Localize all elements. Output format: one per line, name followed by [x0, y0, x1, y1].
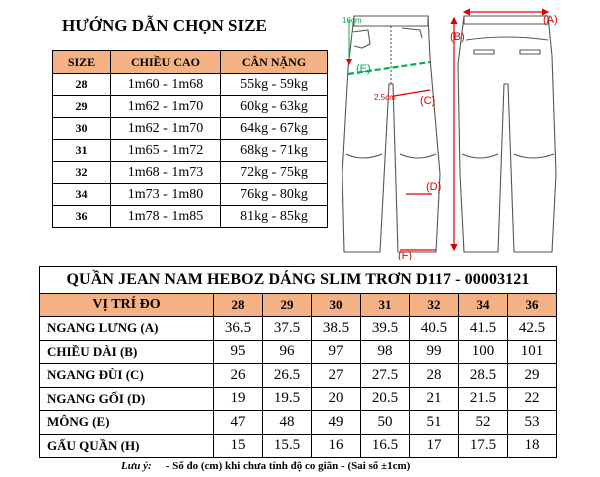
measurement-value: 48 [263, 411, 312, 435]
measurement-value: 38.5 [312, 317, 361, 341]
height-cell: 1m62 - 1m70 [111, 118, 221, 140]
measurement-value: 17.5 [459, 434, 508, 458]
label-e: (E) [356, 63, 371, 75]
size-guide-row [53, 162, 328, 184]
measurement-value: 40.5 [410, 317, 459, 341]
size-column-header: 34 [459, 294, 508, 317]
size-guide-header-row [53, 51, 328, 74]
measurement-value: 21 [410, 387, 459, 411]
label-d: (D) [426, 181, 442, 193]
label-a: (A) [543, 14, 558, 26]
measurement-value: 101 [508, 340, 557, 364]
measurement-label: NGANG LƯNG (A) [40, 317, 214, 341]
size-cell: 30 [53, 118, 111, 140]
product-title: QUẦN JEAN NAM HEBOZ DÁNG SLIM TRƠN D117 - 00003121 [40, 267, 557, 294]
size-guide-row [53, 184, 328, 206]
size-column-header: 36 [508, 294, 557, 317]
size-cell: 36 [53, 206, 111, 228]
header-position: VỊ TRÍ ĐO [40, 294, 214, 317]
label-2-5cm: 2.5cm [374, 93, 396, 102]
size-column-header: 32 [410, 294, 459, 317]
measurement-row [40, 317, 557, 341]
size-cell: 28 [53, 74, 111, 96]
size-column-header: 30 [312, 294, 361, 317]
height-cell: 1m65 - 1m72 [111, 140, 221, 162]
measurement-value: 20.5 [361, 387, 410, 411]
header-weight: CÂN NẶNG [221, 51, 328, 74]
jeans-front-view [342, 16, 440, 252]
measurement-row [40, 340, 557, 364]
measurement-value: 16 [312, 434, 361, 458]
measurement-label: NGANG GỐI (D) [40, 387, 214, 411]
measurement-row [40, 434, 557, 458]
header-height: CHIỀU CAO [111, 51, 221, 74]
label-16cm: 16cm [342, 16, 362, 25]
measurement-value: 20 [312, 387, 361, 411]
note-text: - Số đo (cm) khi chưa tính độ co giãn - (Sai số ±1cm) [165, 460, 411, 472]
size-guide-row [53, 118, 328, 140]
measurement-value: 28 [410, 364, 459, 388]
measurement-value: 36.5 [214, 317, 263, 341]
measurement-label: CHIỀU DÀI (B) [40, 340, 214, 364]
size-column-header: 28 [214, 294, 263, 317]
jeans-back-view [458, 16, 556, 252]
measurement-value: 52 [459, 411, 508, 435]
size-cell: 34 [53, 184, 111, 206]
size-guide-row [53, 96, 328, 118]
label-f: (F) [398, 250, 413, 260]
measurement-value: 28.5 [459, 364, 508, 388]
size-cell: 31 [53, 140, 111, 162]
size-guide-row [53, 206, 328, 228]
measurement-value: 26.5 [263, 364, 312, 388]
measurement-value: 26 [214, 364, 263, 388]
measurement-value: 99 [410, 340, 459, 364]
note-prefix: Lưu ý: [121, 460, 152, 472]
size-cell: 32 [53, 162, 111, 184]
height-cell: 1m60 - 1m68 [111, 74, 221, 96]
measurement-value: 97 [312, 340, 361, 364]
measurement-value: 95 [214, 340, 263, 364]
measurement-value: 16.5 [361, 434, 410, 458]
product-title-row [40, 267, 557, 294]
measurement-value: 42.5 [508, 317, 557, 341]
measurement-label: NGANG ĐÙI (C) [40, 364, 214, 388]
size-cell: 29 [53, 96, 111, 118]
label-b: (B) [450, 31, 465, 43]
measurement-value: 53 [508, 411, 557, 435]
size-column-header: 31 [361, 294, 410, 317]
measurement-row [40, 364, 557, 388]
measurement-value: 41.5 [459, 317, 508, 341]
measurement-value: 47 [214, 411, 263, 435]
measurement-value: 21.5 [459, 387, 508, 411]
measurement-value: 37.5 [263, 317, 312, 341]
weight-cell: 55kg - 59kg [221, 74, 328, 96]
jeans-measurement-diagram [342, 4, 564, 260]
measurement-value: 50 [361, 411, 410, 435]
label-c: (C) [420, 95, 436, 107]
measurement-table [39, 266, 557, 458]
measurement-header-row [40, 294, 557, 317]
size-guide-row [53, 74, 328, 96]
measurement-value: 39.5 [361, 317, 410, 341]
measurement-value: 100 [459, 340, 508, 364]
measurement-value: 22 [508, 387, 557, 411]
measurement-row [40, 387, 557, 411]
measurement-value: 18 [508, 434, 557, 458]
measurement-value: 19 [214, 387, 263, 411]
height-cell: 1m78 - 1m85 [111, 206, 221, 228]
measurement-value: 96 [263, 340, 312, 364]
measurement-label: MÔNG (E) [40, 411, 214, 435]
measurement-value: 49 [312, 411, 361, 435]
measurement-value: 27.5 [361, 364, 410, 388]
size-guide-row [53, 140, 328, 162]
weight-cell: 76kg - 80kg [221, 184, 328, 206]
size-guide-title: HƯỚNG DẪN CHỌN SIZE [62, 16, 267, 35]
measurement-label: GẤU QUẦN (H) [40, 434, 214, 458]
measurement-note [121, 460, 410, 472]
measurement-value: 15.5 [263, 434, 312, 458]
header-size: SIZE [53, 51, 111, 74]
measurement-value: 15 [214, 434, 263, 458]
height-cell: 1m68 - 1m73 [111, 162, 221, 184]
measurement-value: 27 [312, 364, 361, 388]
weight-cell: 64kg - 67kg [221, 118, 328, 140]
measurement-row [40, 411, 557, 435]
measurement-value: 19.5 [263, 387, 312, 411]
measurement-value: 98 [361, 340, 410, 364]
measurement-value: 51 [410, 411, 459, 435]
height-cell: 1m62 - 1m70 [111, 96, 221, 118]
size-column-header: 29 [263, 294, 312, 317]
weight-cell: 60kg - 63kg [221, 96, 328, 118]
measurement-value: 29 [508, 364, 557, 388]
size-guide-table [52, 50, 328, 228]
measurement-value: 17 [410, 434, 459, 458]
weight-cell: 68kg - 71kg [221, 140, 328, 162]
weight-cell: 72kg - 75kg [221, 162, 328, 184]
height-cell: 1m73 - 1m80 [111, 184, 221, 206]
weight-cell: 81kg - 85kg [221, 206, 328, 228]
